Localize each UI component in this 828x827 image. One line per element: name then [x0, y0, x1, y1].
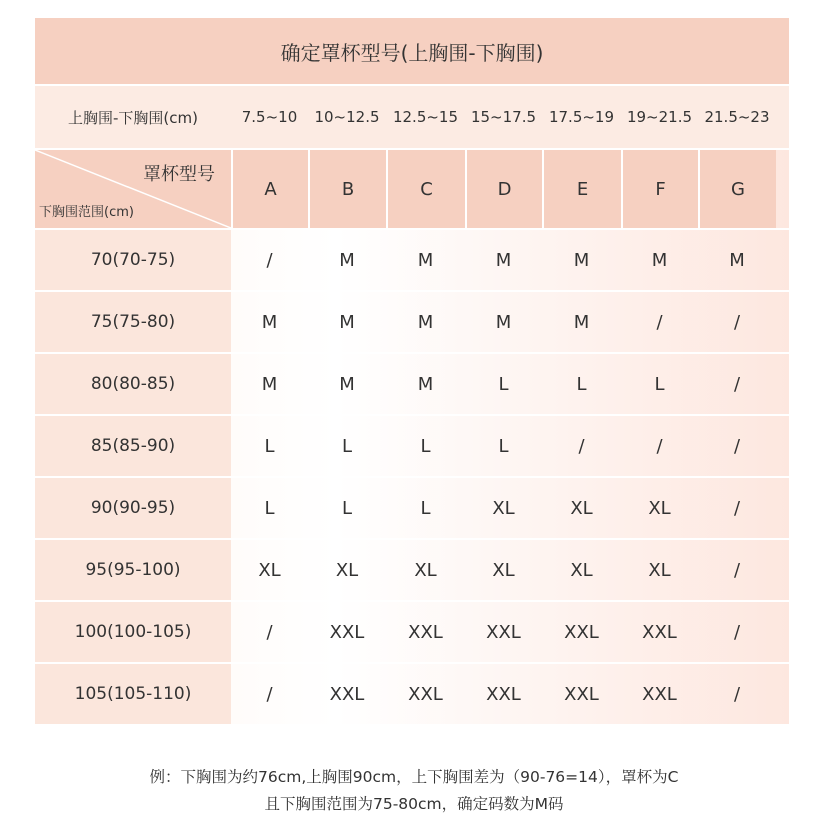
underbust-range-label: 下胸围范围(cm)	[39, 205, 134, 220]
table-row	[35, 416, 789, 476]
band-cell: 85(85-90)	[35, 416, 231, 476]
cup-header-row	[35, 150, 789, 228]
size-cell: M	[417, 311, 434, 333]
size-cell: M	[417, 373, 434, 395]
size-cell: XXL	[564, 621, 599, 643]
size-cell: XXL	[329, 621, 365, 643]
size-cell: L	[341, 497, 353, 519]
size-cell: /	[266, 249, 273, 271]
range-cell: 15~17.5	[470, 108, 537, 126]
size-cell: XXL	[408, 683, 443, 705]
size-cell: M	[729, 249, 745, 271]
size-cell: /	[656, 311, 663, 333]
cup-cell: B	[308, 150, 386, 228]
range-cell: 21.5~23	[704, 108, 770, 126]
size-cell: L	[420, 497, 431, 519]
table-row	[35, 478, 789, 538]
range-cell: 17.5~19	[548, 108, 615, 126]
band-cell: 100(100-105)	[35, 602, 231, 662]
table-row	[35, 292, 789, 352]
size-cell: /	[733, 559, 741, 581]
size-cell: M	[339, 373, 355, 395]
table-row	[35, 664, 789, 724]
size-cell: XL	[570, 497, 593, 519]
size-cell: /	[733, 311, 741, 333]
size-cell: M	[573, 311, 590, 333]
size-cell: /	[733, 497, 741, 519]
size-cell: XXL	[329, 683, 365, 705]
size-cell: /	[733, 435, 741, 457]
size-cell: L	[576, 373, 587, 395]
size-cell: XL	[492, 497, 515, 519]
size-cell: L	[498, 435, 509, 457]
size-cell: XL	[492, 559, 515, 581]
size-cell: M	[495, 249, 512, 271]
size-cell: /	[733, 683, 741, 705]
corner-header-cell	[35, 150, 231, 228]
cup-cell: E	[542, 150, 621, 228]
band-cell: 105(105-110)	[35, 664, 231, 724]
cup-cell: C	[386, 150, 465, 228]
size-cell: XL	[258, 559, 281, 581]
band-cell: 95(95-100)	[35, 540, 231, 600]
size-cell: XXL	[408, 621, 443, 643]
size-cell: /	[733, 621, 741, 643]
size-cell: L	[264, 497, 275, 519]
size-cell: /	[266, 621, 273, 643]
size-cell: XL	[335, 559, 359, 581]
bust-difference-label: 上胸围-下胸围(cm)	[68, 108, 198, 127]
size-cell: XXL	[642, 683, 677, 705]
example-note-line-1: 例：下胸围为约76cm,上胸围90cm，上下胸围差为（90-76=14），罩杯为C	[149, 768, 679, 786]
range-cell: 12.5~15	[392, 108, 459, 126]
band-cell: 75(75-80)	[35, 292, 231, 352]
size-chart-table	[35, 18, 789, 724]
size-cell: /	[656, 435, 663, 457]
chart-title: 确定罩杯型号(上胸围-下胸围)	[35, 18, 789, 84]
band-cell: 90(90-95)	[35, 478, 231, 538]
table-row	[35, 354, 789, 414]
bust-difference-row	[35, 86, 789, 148]
size-cell: XXL	[642, 621, 677, 643]
cup-cell: G	[698, 150, 776, 228]
size-cell: XXL	[564, 683, 599, 705]
size-cell: XL	[570, 559, 593, 581]
table-row	[35, 602, 789, 662]
size-cell: XL	[648, 497, 671, 519]
size-cell: M	[495, 311, 512, 333]
size-cell: XXL	[486, 621, 521, 643]
size-cell: L	[498, 373, 509, 395]
size-cell: M	[651, 249, 668, 271]
cup-cell: F	[621, 150, 698, 228]
table-row	[35, 540, 789, 600]
range-cell: 10~12.5	[314, 108, 380, 126]
range-cell: 7.5~10	[241, 108, 298, 126]
size-cell: XL	[414, 559, 437, 581]
size-cell: M	[417, 249, 434, 271]
size-cell: L	[654, 373, 665, 395]
cup-cell: D	[465, 150, 542, 228]
size-cell: M	[261, 373, 278, 395]
band-cell: 70(70-75)	[35, 230, 231, 290]
size-cell: M	[573, 249, 590, 271]
size-cell: /	[578, 435, 585, 457]
cup-type-label: 罩杯型号	[143, 164, 215, 185]
band-cell: 80(80-85)	[35, 354, 231, 414]
size-cell: L	[264, 435, 275, 457]
example-note-line-2: 且下胸围范围为75-80cm，确定码数为M码	[264, 795, 564, 813]
size-cell: /	[266, 683, 273, 705]
size-cell: M	[339, 249, 355, 271]
range-cell: 19~21.5	[626, 108, 693, 126]
cup-cell: A	[231, 150, 308, 228]
size-cell: /	[733, 373, 741, 395]
size-cell: L	[420, 435, 431, 457]
size-cell: M	[261, 311, 278, 333]
table-row	[35, 230, 789, 290]
size-cell: XXL	[486, 683, 521, 705]
size-cell: M	[339, 311, 355, 333]
size-cell: L	[341, 435, 353, 457]
size-cell: XL	[648, 559, 671, 581]
